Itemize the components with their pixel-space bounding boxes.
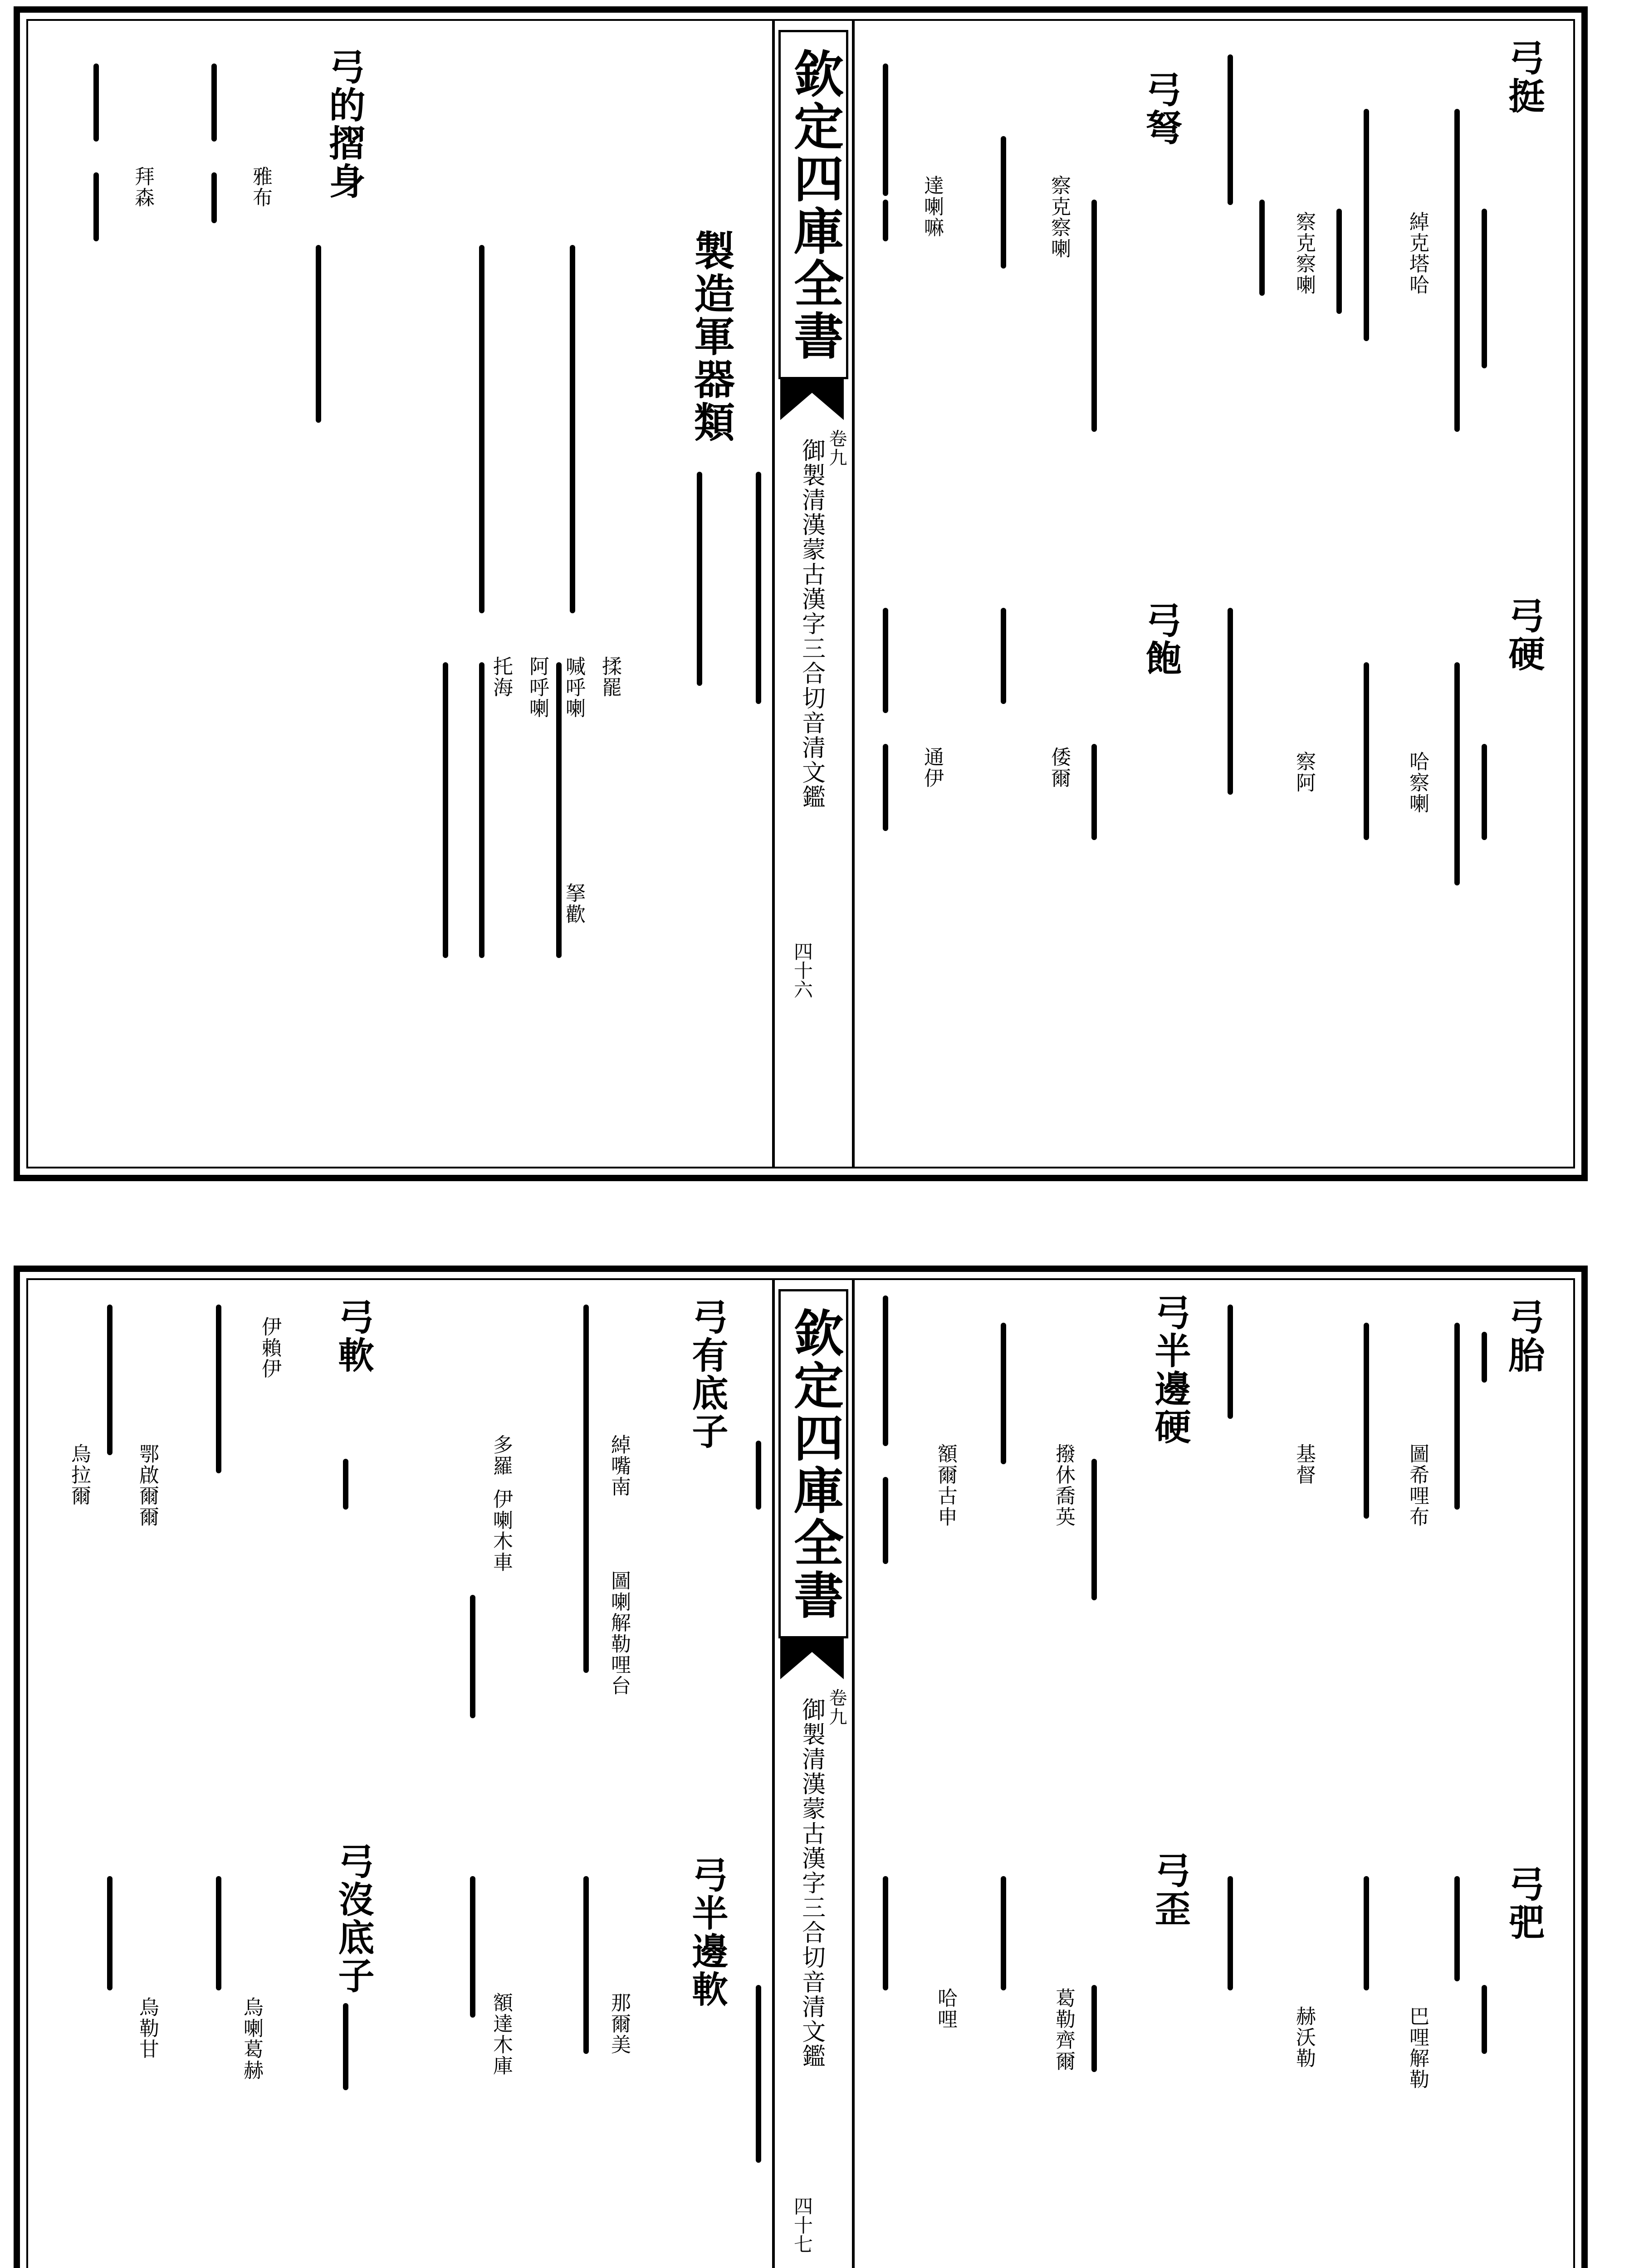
entry-gloss: 雅布 [249,166,272,208]
entry-head: 弓歪 [1149,1852,1191,1928]
entry-head: 弓飽 [1140,601,1182,678]
lower-band-title: 欽定四庫全書 [786,1307,844,1622]
lower-band-subtitle: 御製清漢蒙古漢字三合切音清文鑑 [797,1697,825,2069]
entry-gloss: 喊呼喇 [562,656,585,719]
entry-head: 弓弩 [1140,71,1182,147]
upper-page [14,6,1588,1181]
entry-head: 弓半邊硬 [1149,1294,1191,1446]
entry-gloss: 察阿 [1292,751,1316,793]
lower-band-volume: 卷九 [826,1688,847,1726]
entry-gloss: 倭爾 [1047,747,1071,789]
entry-gloss: 額爾古申 [934,1443,957,1527]
entry-head: 弓胎 [1502,1298,1545,1374]
upper-band-page: 四十六 [791,942,813,999]
upper-page-frame [26,19,1575,1168]
upper-script-columns [28,21,1589,1182]
entry-gloss: 多羅 [489,1434,513,1476]
entry-gloss: 綽嘴南 [607,1434,631,1497]
entry-gloss: 揉罷 [598,656,621,698]
entry-gloss: 圖希哩布 [1406,1443,1429,1527]
entry-gloss: 那爾美 [607,1992,631,2055]
entry-head: 弓半邊軟 [686,1856,729,2009]
lower-page [14,1266,1588,2268]
lower-script-columns [28,1280,1589,2268]
upper-band-subtitle: 御製清漢蒙古漢字三合切音清文鑑 [797,438,825,810]
entry-head: 弓有底子 [686,1298,729,1451]
entry-gloss: 哈哩 [934,1988,957,2030]
entry-gloss: 鄂啟爾爾 [136,1443,159,1527]
entry-head: 弓沒底子 [332,1843,375,1995]
entry-gloss: 察克察喇 [1047,175,1071,259]
entry-gloss: 葛勒齊爾 [1052,1988,1075,2072]
entry-gloss: 烏喇葛赫 [240,1997,263,2081]
entry-head: 弓的摺身 [323,48,366,200]
entry-gloss: 達喇嘛 [920,175,944,238]
entry-gloss: 伊喇木車 [489,1489,513,1573]
entry-head: 弓硬 [1502,597,1545,673]
entry-gloss: 烏拉爾 [68,1443,91,1506]
entry-gloss: 巴哩解勒 [1406,2006,1429,2090]
entry-head: 弓軟 [332,1298,375,1374]
entry-gloss: 額達木庫 [489,1992,513,2076]
entry-gloss: 拜森 [131,166,154,208]
lower-band-page: 四十七 [791,2196,813,2253]
entry-gloss: 伊賴伊 [258,1316,281,1379]
upper-band-volume: 卷九 [826,429,847,467]
lower-page-frame [26,1278,1575,2268]
entry-gloss: 赫沃勒 [1292,2006,1316,2069]
entry-gloss: 哈察喇 [1406,751,1429,814]
entry-head: 弓弝 [1502,1865,1545,1941]
entry-gloss: 撥休喬英 [1052,1443,1075,1527]
entry-gloss: 綽克塔哈 [1406,211,1429,295]
section-title: 製造軍器類 [687,230,735,444]
entry-gloss: 圖喇解勒哩台 [607,1570,631,1696]
entry-head: 弓挺 [1502,39,1545,115]
entry-gloss: 烏勒甘 [136,1997,159,2060]
entry-gloss: 基督 [1292,1443,1316,1486]
entry-gloss: 通伊 [920,747,944,789]
entry-gloss: 拏歡 [562,883,585,925]
entry-gloss: 察克察喇 [1292,211,1316,295]
entry-gloss: 托海 [489,656,513,698]
upper-band-title: 欽定四庫全書 [786,48,844,362]
entry-gloss: 阿呼喇 [526,656,549,719]
